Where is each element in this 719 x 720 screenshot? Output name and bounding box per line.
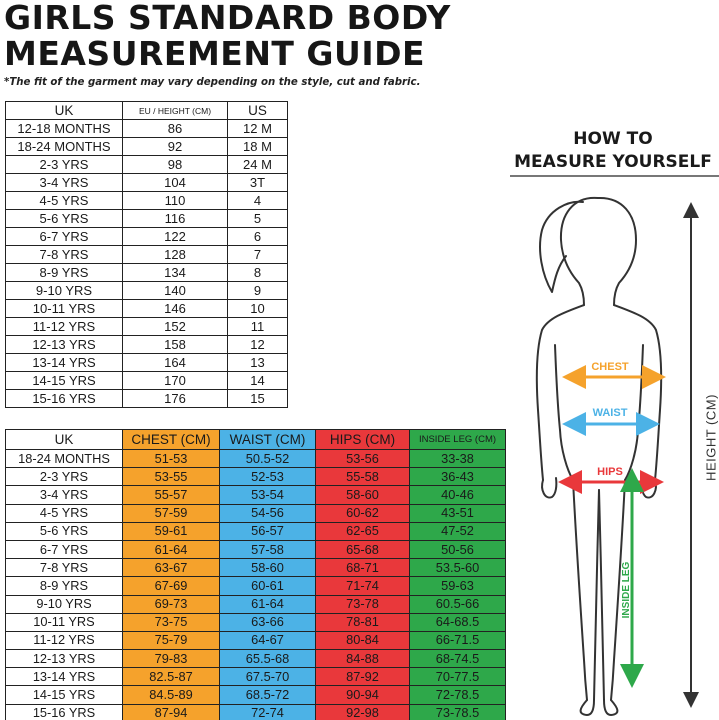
table-row [6,228,288,246]
waist-label: WAIST [592,407,628,419]
table-cell: 158 [123,336,228,354]
table-cell: 68-71 [316,559,410,577]
table-cell: 54-56 [220,504,316,522]
table-cell: 73-78.5 [410,704,506,720]
col-header-waist: WAIST (CM) [220,430,316,450]
table-cell: 110 [123,192,228,210]
hips-label: HIPS [597,466,623,478]
table-row [6,704,506,720]
table-cell: 67-69 [123,577,220,595]
table-cell: 33-38 [410,450,506,468]
table-cell: 4-5 YRS [6,192,123,210]
table-row [6,264,288,282]
table-cell: 65.5-68 [220,650,316,668]
table-cell: 86 [123,120,228,138]
table-cell: 69-73 [123,595,220,613]
table-cell: 18-24 MONTHS [6,138,123,156]
table-cell: 53.5-60 [410,559,506,577]
table-cell: 57-59 [123,504,220,522]
table-cell: 12-13 YRS [6,336,123,354]
table-row [6,686,506,704]
table-cell: 53-56 [316,450,410,468]
table-cell: 3-4 YRS [6,486,123,504]
table-cell: 53-54 [220,486,316,504]
table-row [6,577,506,595]
body-measurement-table [5,429,506,720]
table-cell: 58-60 [316,486,410,504]
table-cell: 43-51 [410,504,506,522]
table-cell: 13-14 YRS [6,354,123,372]
table-cell: 71-74 [316,577,410,595]
table-cell: 73-75 [123,613,220,631]
table-cell: 152 [123,318,228,336]
table-cell: 80-84 [316,631,410,649]
table-cell: 11-12 YRS [6,318,123,336]
chest-label: CHEST [591,361,629,373]
table-cell: 73-78 [316,595,410,613]
table-cell: 5-6 YRS [6,522,123,540]
table-cell: 146 [123,300,228,318]
col-header-uk: UK [6,102,123,120]
table-cell: 53-55 [123,468,220,486]
table-cell: 14 [228,372,288,390]
how-to-line-2: MEASURE YOURSELF [514,152,712,172]
table-cell: 68-74.5 [410,650,506,668]
table-cell: 5-6 YRS [6,210,123,228]
table-cell: 14-15 YRS [6,686,123,704]
table-cell: 64-68.5 [410,613,506,631]
col-header-inside-leg: INSIDE LEG (CM) [410,430,506,450]
table-cell: 70-77.5 [410,668,506,686]
table-cell: 15 [228,390,288,408]
table-cell: 10-11 YRS [6,300,123,318]
table-cell: 59-63 [410,577,506,595]
col-header-us: US [228,102,288,120]
table-cell: 11-12 YRS [6,631,123,649]
table-cell: 56-57 [220,522,316,540]
table-cell: 62-65 [316,522,410,540]
heading-divider [510,175,719,177]
page-title [4,0,451,72]
table-cell: 134 [123,264,228,282]
inside-leg-label: INSIDE LEG [621,561,632,619]
table-cell: 104 [123,174,228,192]
table-row [6,631,506,649]
table-cell: 84-88 [316,650,410,668]
table-row [6,522,506,540]
how-to-line-1: HOW TO [573,129,653,149]
table-cell: 122 [123,228,228,246]
table-cell: 60.5-66 [410,595,506,613]
table-row [6,282,288,300]
table-cell: 4 [228,192,288,210]
table-cell: 8-9 YRS [6,577,123,595]
table-cell: 61-64 [123,540,220,558]
table-cell: 140 [123,282,228,300]
table-cell: 128 [123,246,228,264]
table-row [6,372,288,390]
title-line-2: MEASUREMENT GUIDE [4,34,426,73]
table-cell: 72-74 [220,704,316,720]
table-cell: 12-13 YRS [6,650,123,668]
table-cell: 15-16 YRS [6,390,123,408]
how-to-measure-heading [507,128,719,174]
table-cell: 12 [228,336,288,354]
table-row [6,318,288,336]
table-row [6,354,288,372]
table-cell: 63-66 [220,613,316,631]
girl-figure-diagram [505,180,719,720]
table-cell: 65-68 [316,540,410,558]
measure-table-header [6,430,506,450]
table-cell: 55-58 [316,468,410,486]
table-cell: 9-10 YRS [6,595,123,613]
table-cell: 5 [228,210,288,228]
table-row [6,595,506,613]
table-row [6,613,506,631]
table-cell: 52-53 [220,468,316,486]
table-cell: 6-7 YRS [6,540,123,558]
col-header-uk: UK [6,430,123,450]
table-row [6,390,288,408]
col-header-chest: CHEST (CM) [123,430,220,450]
table-cell: 60-61 [220,577,316,595]
table-row [6,156,288,174]
table-cell: 67.5-70 [220,668,316,686]
table-cell: 12 M [228,120,288,138]
table-cell: 92-98 [316,704,410,720]
table-cell: 87-92 [316,668,410,686]
table-cell: 57-58 [220,540,316,558]
table-cell: 50-56 [410,540,506,558]
table-cell: 68.5-72 [220,686,316,704]
table-row [6,192,288,210]
table-cell: 13-14 YRS [6,668,123,686]
table-cell: 92 [123,138,228,156]
table-cell: 18-24 MONTHS [6,450,123,468]
table-cell: 18 M [228,138,288,156]
table-row [6,174,288,192]
table-cell: 50.5-52 [220,450,316,468]
table-cell: 40-46 [410,486,506,504]
table-cell: 36-43 [410,468,506,486]
table-row [6,246,288,264]
table-cell: 6-7 YRS [6,228,123,246]
table-cell: 59-61 [123,522,220,540]
table-cell: 7 [228,246,288,264]
table-row [6,138,288,156]
table-cell: 8 [228,264,288,282]
table-cell: 24 M [228,156,288,174]
table-cell: 9-10 YRS [6,282,123,300]
size-table-header [6,102,288,120]
table-cell: 72-78.5 [410,686,506,704]
table-cell: 66-71.5 [410,631,506,649]
table-row [6,336,288,354]
table-cell: 8-9 YRS [6,264,123,282]
table-row [6,300,288,318]
table-row [6,486,506,504]
table-cell: 61-64 [220,595,316,613]
table-row [6,650,506,668]
table-cell: 170 [123,372,228,390]
table-row [6,668,506,686]
table-row [6,450,506,468]
table-cell: 164 [123,354,228,372]
table-cell: 47-52 [410,522,506,540]
table-row [6,120,288,138]
fit-disclaimer: *The fit of the garment may vary depending on the style, cut and fabric. [4,77,421,88]
table-cell: 79-83 [123,650,220,668]
table-cell: 11 [228,318,288,336]
table-row [6,559,506,577]
table-cell: 4-5 YRS [6,504,123,522]
body-outline [537,198,661,715]
table-cell: 75-79 [123,631,220,649]
table-row [6,504,506,522]
title-line-1: GIRLS STANDARD BODY [4,0,451,37]
table-cell: 60-62 [316,504,410,522]
table-cell: 82.5-87 [123,668,220,686]
table-cell: 10-11 YRS [6,613,123,631]
table-cell: 58-60 [220,559,316,577]
table-cell: 12-18 MONTHS [6,120,123,138]
table-cell: 9 [228,282,288,300]
table-cell: 14-15 YRS [6,372,123,390]
table-cell: 10 [228,300,288,318]
table-cell: 90-94 [316,686,410,704]
table-cell: 98 [123,156,228,174]
table-cell: 84.5-89 [123,686,220,704]
table-cell: 64-67 [220,631,316,649]
table-row [6,540,506,558]
table-cell: 176 [123,390,228,408]
size-conversion-table [5,101,288,408]
table-cell: 55-57 [123,486,220,504]
table-cell: 3T [228,174,288,192]
table-cell: 116 [123,210,228,228]
table-cell: 7-8 YRS [6,559,123,577]
table-cell: 3-4 YRS [6,174,123,192]
table-cell: 78-81 [316,613,410,631]
table-cell: 7-8 YRS [6,246,123,264]
col-header-hips: HIPS (CM) [316,430,410,450]
table-cell: 6 [228,228,288,246]
col-header-eu-height: EU / HEIGHT (CM) [123,102,228,120]
table-cell: 2-3 YRS [6,156,123,174]
table-row [6,210,288,228]
table-cell: 13 [228,354,288,372]
table-cell: 87-94 [123,704,220,720]
table-cell: 51-53 [123,450,220,468]
table-cell: 2-3 YRS [6,468,123,486]
table-cell: 15-16 YRS [6,704,123,720]
table-cell: 63-67 [123,559,220,577]
table-row [6,468,506,486]
height-label: HEIGHT (CM) [703,394,719,481]
